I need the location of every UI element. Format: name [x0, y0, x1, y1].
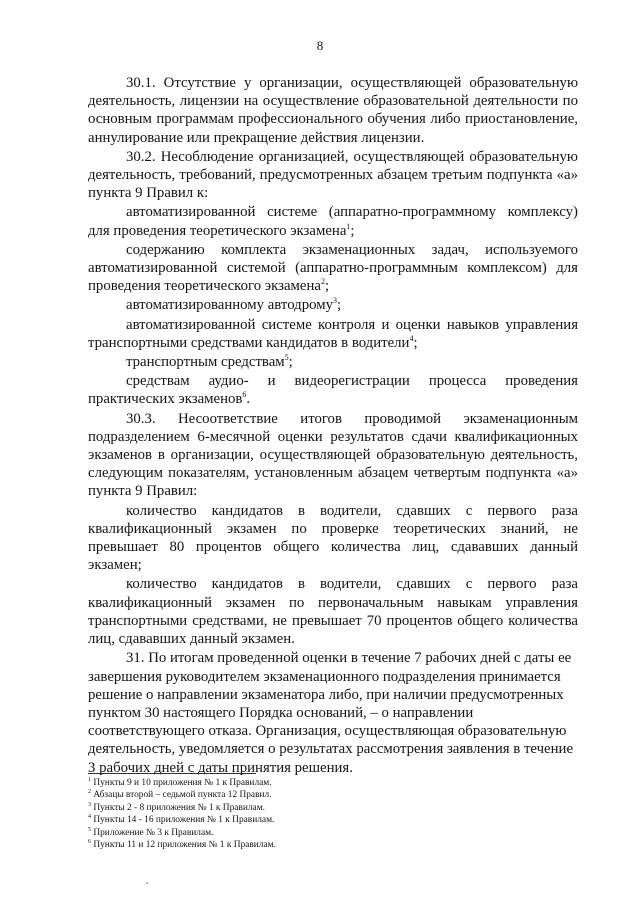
footnote-text: Пункты 2 - 8 приложения № 1 к Правилам.	[93, 802, 265, 813]
document-body	[88, 74, 578, 777]
footnote-ref-4: 4	[409, 333, 414, 343]
list-item-theory-exam: количество кандидатов в водители, сдавших с первого раза квалификационный экзамен по проверке теоретических знаний, не превышает 80 процентов общего количества лиц, сдававших данный экзамен;	[88, 502, 578, 574]
page-number: 8	[316, 38, 324, 53]
item-text: содержанию комплекта экзаменационных задач, используемого автоматизированной системой (аппаратно-программным комплексом) для проведения теоретического экзамена	[88, 241, 578, 295]
list-item-control-system: автоматизированной системе контроля и оценки навыков управления транспортными средствами кандидатов в водители$^4$;	[88, 316, 578, 351]
footnote-separator	[88, 773, 256, 774]
list-item-autodrome: автоматизированному автодрому$^3$;	[126, 296, 342, 314]
list-item-exam-tasks: содержанию комплекта экзаменационных задач, используемого автоматизированной системой (аппаратно-программным комплексом) для проведения теоретического экзамена$^2$;	[88, 241, 578, 295]
footnote-text: Пункты 9 и 10 приложения № 1 к Правилам.	[93, 778, 272, 788]
footnote-number: 5	[88, 826, 91, 833]
footnote-number: 2	[88, 789, 91, 796]
footnotes	[88, 777, 508, 851]
footnote-4	[88, 814, 508, 826]
footnote-ref-1: 1	[346, 221, 351, 231]
item-text: автоматизированному автодрому	[126, 297, 333, 314]
item-text: автоматизированной системе контроля и оценки навыков управления транспортными средствами кандидатов в водители	[88, 316, 578, 351]
list-item-automated-system: автоматизированной системе (аппаратно-программному комплексу) для проведения теоретического экзамена$^1$;	[88, 204, 578, 239]
footnote-number: 6	[88, 839, 91, 846]
footnote-6	[88, 839, 508, 851]
footnote-1	[88, 777, 508, 789]
item-text: автоматизированной системе (аппаратно-программному комплексу) для проведения теоретического экзамена	[88, 204, 578, 239]
footnote-number: 3	[88, 801, 91, 808]
footnote-ref-5: 5	[284, 353, 289, 363]
item-text: средствам аудио- и видеорегистрации процесса проведения практических экзаменов	[88, 373, 578, 408]
list-item-recording: средствам аудио- и видеорегистрации процесса проведения практических экзаменов$^6$.	[88, 373, 578, 408]
footnote-text: Приложение № 3 к Правилам.	[93, 827, 214, 838]
paragraph-30-3: 30.3. Несоответствие итогов проводимой экзаменационным подразделением 6-месячной оценки результатов сдачи квалификационных экзаменов в организации, осуществляющей образовательную деятельность, следующим показателям, установленным абзацем четвертым подпункта «а» пункта 9 Правил:	[88, 410, 578, 500]
item-text: транспортным средствам	[126, 354, 285, 371]
footnote-text: Пункты 11 и 12 приложения № 1 к Правилам.	[93, 840, 276, 851]
scan-speck	[146, 882, 148, 884]
paragraph-30-1: 30.1. Отсутствие у организации, осуществляющей образовательную деятельность, лицензии на осуществление образовательной деятельности по основным программам профессионального обучения либо приостановление, аннулирование или прекращение действия лицензии.	[88, 75, 578, 146]
paragraph-31: 31. По итогам проведенной оценки в течение 7 рабочих дней с даты ее завершения руководителем экзаменационного подразделения принимается решение о направлении экзаменатора либо, при наличии предусмотренных пунктом 30 настоящего Порядка оснований, – о направлении соответствующего отказа. Организация, осуществляющая образовательную деятельность, уведомляется о результатах рассмотрения заявления в течение 3 рабочих дней с даты принятия решения.	[88, 650, 574, 776]
footnote-3	[88, 802, 508, 814]
footnote-5	[88, 827, 508, 839]
footnote-number: 4	[88, 814, 91, 821]
footnote-ref-3: 3	[332, 296, 337, 306]
footnote-number: 1	[88, 777, 91, 783]
list-item-driving-exam: количество кандидатов в водители, сдавших с первого раза квалификационный экзамен по первоначальным навыкам управления транспортными средствами, не превышает 70 процентов общего количества лиц, сдававших данный экзамен.	[88, 576, 578, 648]
list-item-vehicles: транспортным средствам$^5$;	[126, 353, 293, 371]
footnote-ref-2: 2	[320, 277, 325, 287]
footnote-text: Абзацы второй – седьмой пункта 12 Правил.	[93, 790, 272, 801]
footnote-ref-6: 6	[242, 390, 247, 400]
paragraph-30-2: 30.2. Несоблюдение организацией, осуществляющей образовательную деятельность, требований, предусмотренных абзацем третьим подпункта «а» пункта 9 Правил к:	[88, 148, 578, 202]
footnote-2	[88, 789, 508, 801]
footnote-text: Пункты 14 - 16 приложения № 1 к Правилам.	[93, 815, 275, 826]
